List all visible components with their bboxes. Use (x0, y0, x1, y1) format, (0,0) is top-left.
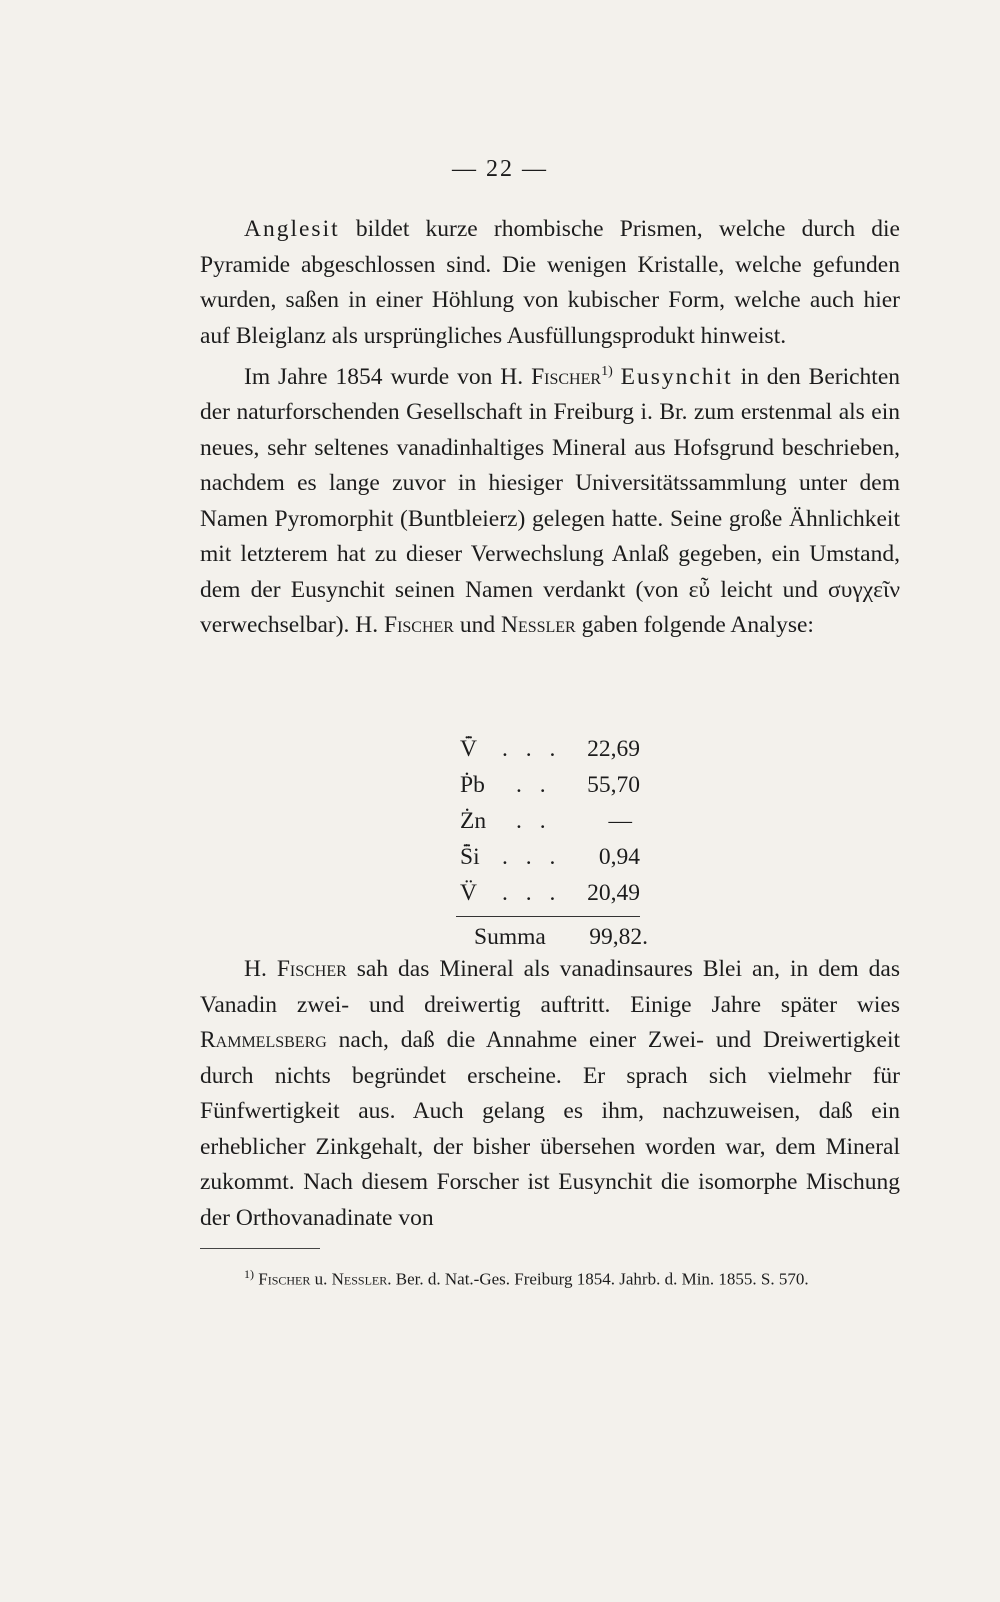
element-symbol: V̈ (460, 880, 477, 906)
term-anglesit: Anglesit (244, 216, 340, 242)
author-name: Fischer (276, 956, 347, 982)
footnote-part: . Ber. d. Nat.-Ges. Freiburg 1854. Jahrb. d. Min. 1855. S. 570. (387, 1269, 809, 1289)
paragraph-valence (200, 952, 900, 1236)
body-text-top (200, 212, 900, 644)
sum-label: Summa (474, 924, 546, 950)
paragraph-text (613, 364, 621, 390)
sum-rule (456, 916, 640, 917)
author-name: Fischer (258, 1269, 311, 1289)
analysis-row (456, 844, 676, 880)
body-text-bottom (200, 952, 900, 1236)
element-symbol: V̈̇ (460, 736, 477, 762)
paragraph-text: in den Berichten der naturforschenden Gesellschaft in Freiburg i. Br. zum erstenmal als ein neues, sehr seltenes vanadinhaltiges Mineral aus Hofsgrund beschrieben, nachdem es lange zuvor in hiesiger Universitätssammlung unter dem Namen Pyromorphit (Buntbleierz) gelegen hatte. Seine große Ähnlichkeit mit letzterem hat zu dieser Verwechslung Anlaß gegeben, ein Umstand, dem der Eusynchit seinen Namen verdankt (von εὖ leicht und συγχεῖν verwechselbar). H. (200, 363, 901, 639)
analysis-value: 0,94 (598, 844, 640, 870)
paragraph-anglesit (200, 212, 900, 354)
leader-dots: . . . (502, 880, 562, 906)
author-name: Fischer (531, 363, 602, 390)
footnote (200, 1262, 900, 1292)
paragraph-text: Im Jahre 1854 wurde von H. (244, 363, 532, 390)
analysis-value: — (608, 808, 632, 834)
sum-value: 99,82. (589, 924, 648, 950)
author-name: Nessler (331, 1269, 388, 1289)
analysis-row (456, 880, 676, 916)
footnote-mark: 1) (244, 1267, 254, 1281)
leader-dots: . . (516, 772, 552, 798)
author-name: Rammelsberg (200, 1027, 327, 1053)
analysis-row (456, 736, 676, 772)
author-name: Fischer (384, 612, 454, 639)
leader-dots: . . (516, 808, 552, 834)
analysis-value: 20,49 (587, 880, 640, 906)
footnote-part: u. (310, 1269, 332, 1289)
author-name: Nessler (500, 612, 576, 639)
term-eusynchit: Eusynchit (620, 363, 733, 390)
analysis-value: 22,69 (587, 736, 640, 762)
analysis-value: 55,70 (587, 772, 640, 798)
footnote-rule (200, 1248, 320, 1249)
page-number: — 22 — (452, 156, 548, 182)
paragraph-text: sah das Mineral als vanadinsaures Blei an, in dem das Vanadin zwei- und dreiwertig auftritt. Einige Jahre später wies (200, 956, 900, 1018)
element-symbol: Ṗb (460, 772, 485, 798)
leader-dots: . . . (502, 844, 562, 870)
analysis-row (456, 772, 676, 808)
footnote-reference: 1) (601, 364, 613, 379)
paragraph-text: gaben folgende Analyse: (575, 612, 814, 639)
paragraph-text: nach, daß die Annahme einer Zwei- und Dreiwertigkeit durch nichts begründet erscheine. Er sprach sich vielmehr für Fünfwertigkeit aus. Auch gelang es ihm, nachzuweisen, daß ein erheblicher Zinkgehalt, der bisher übersehen worden war, dem Mineral zukommt. Nach diesem Forscher ist Eusynchit die isomorphe Mischung der Orthovanadinate von (200, 1027, 900, 1231)
element-symbol: S̈̇i (460, 844, 480, 870)
paragraph-text: und (453, 612, 501, 639)
element-symbol: Żn (460, 808, 487, 834)
footnote-text (200, 1262, 900, 1292)
leader-dots: . . . (502, 736, 562, 762)
paragraph-eusynchit (200, 354, 900, 644)
paragraph-text: H. (244, 956, 277, 982)
analysis-row (456, 808, 676, 844)
paragraph-text: bildet kurze rhombische Prismen, welche durch die Pyramide abgeschlossen sind. Die wenigen Kristalle, welche gefunden wurden, saßen in einer Höhlung von kubischer Form, welche auch hier auf Bleiglanz als ursprüngliches Ausfüllungsprodukt hinweist. (200, 216, 900, 349)
analysis-table (456, 736, 676, 950)
